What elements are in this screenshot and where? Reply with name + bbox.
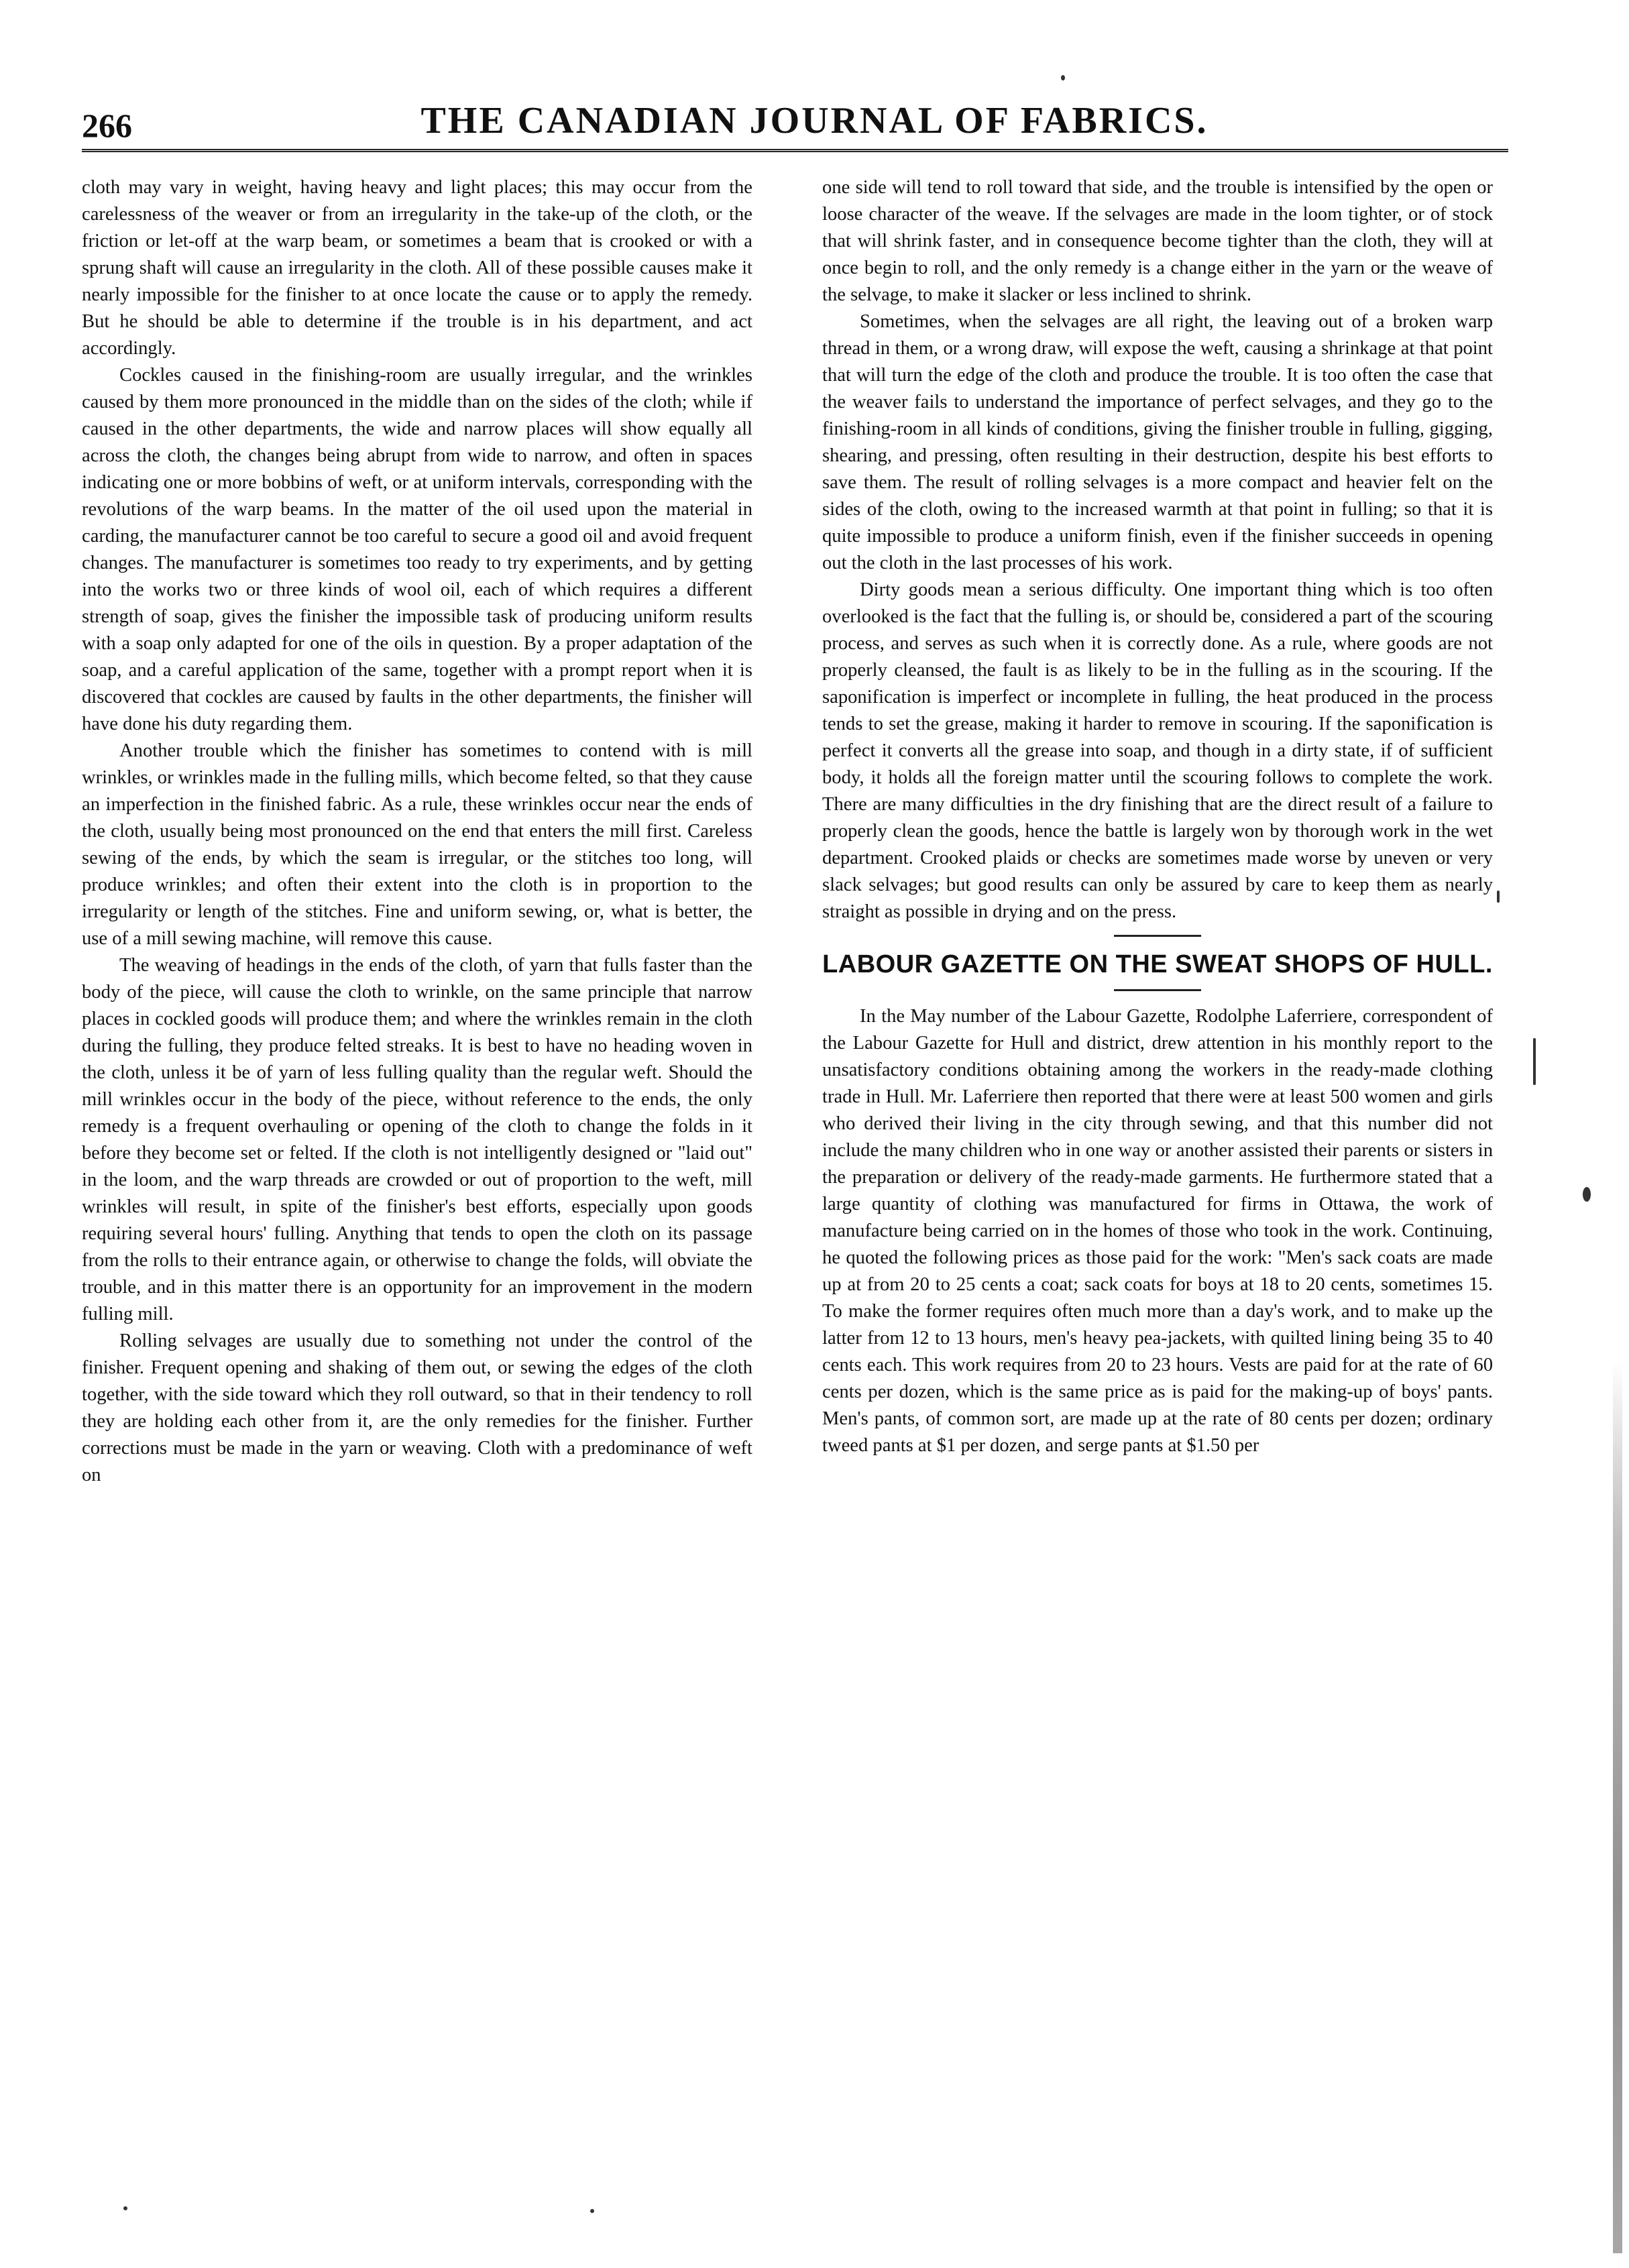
paragraph: Rolling selvages are usually due to something not under the control of the finisher. Frequent opening and shaking of them out, or sewing the edges of the cloth together, with the side toward which they roll outward, so that in their tendency to roll they are holding each other from it, are the only remedies for the finisher. Further corrections must be made in the yarn or weaving. Cloth with a predominance of weft on — [82, 1330, 752, 1485]
section-divider — [1114, 935, 1201, 937]
paragraph: one side will tend to roll toward that side, and the trouble is intensified by the open or loose character of the weave. If the selvages are made in the loom tighter, or of stock that will shrink faster, and in consequence become tighter than the cloth, they will at once begin to roll, and the only remedy is a change either in the yarn or the weave of the selvage, to make it slacker or less inclined to shrink. — [822, 177, 1493, 305]
paragraph: cloth may vary in weight, having heavy and light places; this may occur from the carelessness of the weaver or from an irregularity in the take-up of the cloth, or the friction or let-off at the warp beam, or sometimes a beam that is crooked or with a sprung shaft will cause an irregularity in the cloth. All of these possible causes make it nearly impossible for the finisher to at once locate the cause or to apply the remedy. But he should be able to determine if the trouble is in his department, and act accordingly. — [82, 177, 752, 359]
page-number: 266 — [82, 107, 132, 144]
title-divider — [1114, 989, 1201, 991]
paragraph: Sometimes, when the selvages are all right, the leaving out of a broken warp thread in them, or a wrong draw, will expose the weft, causing a shrinkage at that point that will turn the edge of the cloth and produce the trouble. It is too often the case that the weaver fails to understand the importance of perfect selvages, and they go to the finishing-room in all kinds of conditions, giving the finisher trouble in fulling, gigging, shearing, and pressing, often resulting in their destruction, despite his best efforts to save them. The result of rolling selvages is a more compact and heavier felt on the sides of the cloth, owing to the increased warmth at that point in fulling; so that it is quite impossible to produce a uniform finish, even if the finisher succeeds in opening out the cloth in the last processes of his work. — [822, 311, 1493, 573]
print-speck — [123, 2206, 127, 2210]
scan-edge-mark — [1613, 1361, 1622, 2253]
print-speck — [1497, 891, 1500, 903]
print-speck — [1583, 1187, 1591, 1202]
paragraph: Dirty goods mean a serious difficulty. One important thing which is too often overlooked is the fact that the fulling is, or should be, considered a part of the scouring process, and serves as such when it is correctly done. As a rule, where goods are not properly cleansed, the fault is as likely to be in the fulling as in the scouring. If the saponification is imperfect or incomplete in fulling, the heat produced in the process tends to set the grease, making it harder to remove in scouring. If the saponification is perfect it converts all the grease into soap, and though in a dirty state, if of sufficient body, it holds all the foreign matter until the scouring follows to complete the work. There are many difficulties in the dry finishing that are the direct result of a failure to properly clean the goods, hence the battle is largely won by thorough work in the wet department. Crooked plaids or checks are sometimes made worse by uneven or very slack selvages; but good results can only be assured by care to keep them as nearly straight as possible in drying and on the press. — [822, 579, 1493, 922]
print-speck — [1533, 1038, 1536, 1085]
paragraph: The weaving of headings in the ends of the cloth, of yarn that fulls faster than the body of the piece, will cause the cloth to wrinkle, on the same principle that narrow places in cockled goods will produce them; and where the wrinkles remain in the cloth during the fulling, they produce felted streaks. It is best to have no heading woven in the cloth, unless it be of yarn of less fulling quality than the regular weft. Should the mill wrinkles occur in the body of the piece, without reference to the ends, the only remedy is a frequent overhauling or opening of the cloth to change the folds in it before they become set or felted. If the cloth is not intelligently designed or "laid out" in the loom, and the warp threads are crowded or out of proportion to the weft, mill wrinkles will result, in spite of the finisher's best efforts, especially upon goods requiring several hours' fulling. Anything that tends to open the cloth on its passage from the rolls to their entrance again, or otherwise to change the folds, will obviate the trouble, and in this matter there is an opportunity for an improvement in the modern fulling mill. — [82, 955, 752, 1324]
print-speck — [1061, 75, 1065, 80]
right-column — [822, 174, 1493, 1459]
article-title: LABOUR GAZETTE ON THE SWEAT SHOPS OF HULL. — [822, 950, 1493, 978]
paragraph: In the May number of the Labour Gazette, Rodolphe Laferriere, correspondent of the Labour Gazette for Hull and district, drew attention in his monthly report to the unsatisfactory conditions obtaining among the workers in the ready-made clothing trade in Hull. Mr. Laferriere then reported that there were at least 500 women and girls who derived their living in the city through sewing, and that this number did not include the many children who in one way or another assisted their parents or sisters in the preparation or delivery of the ready-made garments. He furthermore stated that a large quantity of clothing was manufactured for firms in Ottawa, the work of manufacture being carried on in the homes of those who took in the work. Continuing, he quoted the following prices as those paid for the work: "Men's sack coats are made up at from 20 to 25 cents a coat; sack coats for boys at 18 to 20 cents, sometimes 15. To make the former requires often much more than a day's work, and to make up the latter from 12 to 13 hours, men's heavy pea-jackets, with quilted lining being 35 to 40 cents each. This work requires from 20 to 23 hours. Vests are paid for at the rate of 60 cents per dozen, which is the same price as is paid for the making-up of boys' pants. Men's pants, of common sort, are made up at the rate of 80 cents per dozen; ordinary tweed pants at $1 per dozen, and serge pants at $1.50 per — [822, 1006, 1493, 1456]
header-rule — [82, 149, 1508, 152]
running-title: THE CANADIAN JOURNAL OF FABRICS. — [420, 100, 1209, 141]
left-column — [82, 174, 752, 1489]
paragraph: Another trouble which the finisher has sometimes to contend with is mill wrinkles, or wrinkles made in the fulling mills, which become felted, so that they cause an imperfection in the finished fabric. As a rule, these wrinkles occur near the ends of the cloth, usually being most pronounced on the end that enters the mill first. Careless sewing of the ends, by which the seam is irregular, or the stitches too long, will produce wrinkles; and often their extent into the cloth is in proportion to the irregularity or length of the stitches. Fine and uniform sewing, or, what is better, the use of a mill sewing machine, will remove this cause. — [82, 740, 752, 949]
paragraph: Cockles caused in the finishing-room are usually irregular, and the wrinkles caused by them more pronounced in the middle than on the sides of the cloth; while if caused in the other departments, the wide and narrow places will show equally all across the cloth, the changes being abrupt from wide to narrow, and often in spaces indicating one or more bobbins of weft, or at uniform intervals, corresponding with the revolutions of the warp beams. In the matter of the oil used upon the material in carding, the manufacturer cannot be too careful to secure a good oil and avoid frequent changes. The manufacturer is sometimes too ready to try experiments, and by getting into the works two or three kinds of wool oil, each of which requires a different strength of soap, gives the finisher the impossible task of producing uniform results with a soap only adapted for one of the oils in question. By a proper adaptation of the soap, and a careful application of the same, together with a prompt report when it is discovered that cockles are caused by faults in the other departments, the finisher will have done his duty regarding them. — [82, 365, 752, 734]
print-speck — [590, 2209, 594, 2213]
